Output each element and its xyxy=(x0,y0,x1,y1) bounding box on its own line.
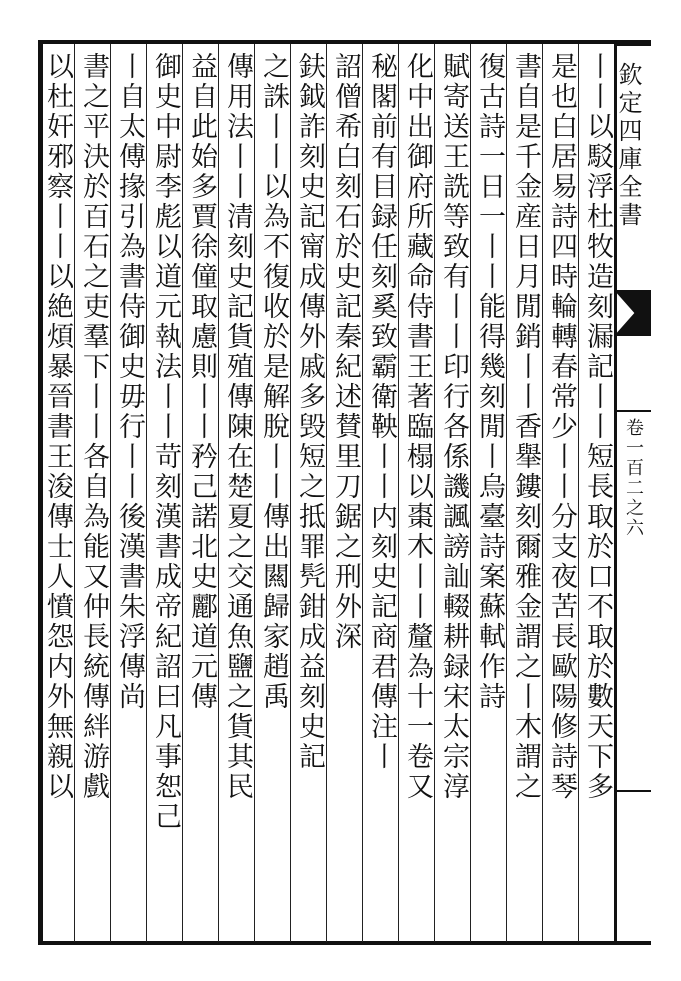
column-rule xyxy=(470,44,471,942)
column-rule xyxy=(506,44,507,942)
header-rule-low xyxy=(614,790,651,792)
text-column-13: 御史中尉李彪以道元執法丨丨苛刻漢書成帝紀詔曰凡事恕己 xyxy=(150,52,181,832)
text-column-14: 丨自太傅掾引為書侍御史毋行丨丨後漢書朱浮傳尚 xyxy=(114,52,145,712)
column-rule xyxy=(578,44,579,942)
text-column-15: 書之平決於百石之吏羣下丨丨各自為能又仲長統傳絆游戲 xyxy=(78,52,109,802)
margin-title: 欽定四庫全書 xyxy=(614,62,642,230)
text-column-3: 書自是千金産日月閒銷丨丨香𦦙鏤刻爾雅金謂之丨木謂之 xyxy=(510,52,541,802)
text-column-4: 復古詩一日一丨丨能得幾刻閒丨烏臺詩案蘇軾作詩 xyxy=(474,52,505,712)
text-column-16: 以杜奸邪察丨丨以絶煩暴晉書王浚傳士人憤怨内外無親以 xyxy=(42,52,73,802)
text-column-6: 化中出御府所藏命侍書王著臨榻以棗木丨丨釐為十一卷又 xyxy=(402,52,433,802)
text-column-10: 之誅丨丨以為不復收於是解脫丨丨傳出闗歸家趙禹 xyxy=(258,52,289,712)
column-rule xyxy=(218,44,219,942)
text-column-5: 賦寄送王詵等致有丨丨印行各係譏諷謗訕輟耕録宋太宗淳 xyxy=(438,52,469,802)
column-rule xyxy=(542,44,543,942)
text-column-2: 是也白居易詩四時輪轉春常少丨丨分支夜苦長歐陽修詩琴 xyxy=(546,52,577,802)
column-rule xyxy=(434,44,435,942)
column-rule xyxy=(254,44,255,942)
text-column-8: 詔僧希白刻石於史記秦紀述賛里刀鋸之刑外深 xyxy=(330,52,361,652)
text-column-9: 鈇鉞詐刻史記甯成傳外戚多毁短之抵罪髠鉗成益刻史記 xyxy=(294,52,325,772)
header-rule-top xyxy=(614,44,651,46)
column-rule xyxy=(182,44,183,942)
text-column-11: 傳用法丨丨清刻史記貨殖傳陳在楚夏之交通魚鹽之貨其民 xyxy=(222,52,253,802)
text-column-1: 丨丨以駁浮杜牧造刻漏記丨丨短長取於口不取於數天下多 xyxy=(582,52,613,802)
header-rule-mid xyxy=(614,410,651,412)
margin-volume: 卷一百二之六 xyxy=(623,418,644,538)
column-rule xyxy=(146,44,147,942)
column-rule xyxy=(362,44,363,942)
column-rule xyxy=(398,44,399,942)
column-rule xyxy=(74,44,75,942)
text-column-12: 益自此始多賈徐僮取慮則丨丨矜己諾北史酈道元傳 xyxy=(186,52,217,712)
column-rule xyxy=(110,44,111,942)
column-rule xyxy=(326,44,327,942)
column-rule xyxy=(290,44,291,942)
text-column-7: 秘閣前有目録任刻奚致霸衛鞅丨丨内刻史記商君傳注丨 xyxy=(366,52,397,772)
